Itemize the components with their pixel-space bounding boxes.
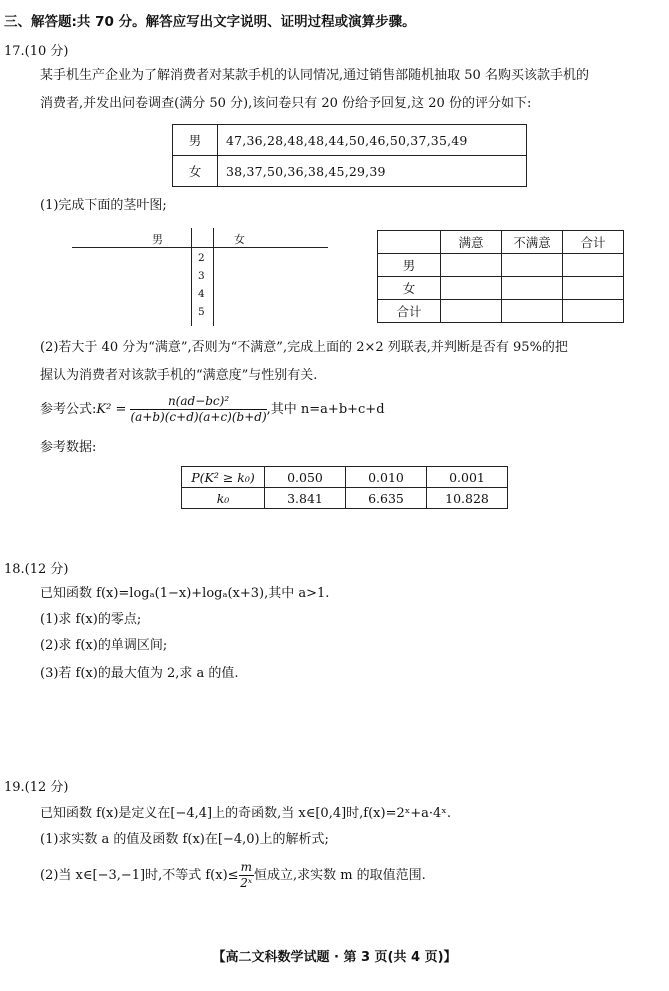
stem-value: 2	[198, 252, 205, 264]
q19-fraction-numerator: m	[240, 860, 252, 874]
stem-leaf-right-header: 女	[234, 233, 245, 246]
q17-intro-line1: 某手机生产企业为了解消费者对某款手机的认同情况,通过销售部随机抽取 50 名购买该款手机的	[40, 68, 589, 83]
q18-part3: (3)若 f(x)的最大值为 2,求 a 的值.	[40, 666, 239, 681]
q19-fraction-denominator: 2ˣ	[240, 876, 253, 890]
reference-table	[181, 466, 508, 509]
q18-part1: (1)求 f(x)的零点;	[40, 612, 142, 627]
contingency-cell	[441, 254, 502, 277]
score-values: 38,37,50,36,38,45,29,39	[218, 156, 527, 187]
reference-row-probability	[182, 467, 508, 488]
contingency-cell	[563, 277, 624, 300]
score-table	[172, 124, 527, 187]
contingency-cell	[563, 254, 624, 277]
q19-part2-prefix: (2)当 x∈[−3,−1]时,不等式 f(x)≤	[40, 868, 239, 883]
contingency-table	[377, 230, 624, 323]
reference-header: P(K² ≥ k₀)	[182, 467, 265, 488]
contingency-cell	[378, 231, 441, 254]
q19-part1: (1)求实数 a 的值及函数 f(x)在[−4,0)上的解析式;	[40, 832, 329, 847]
score-label: 女	[173, 156, 218, 187]
reference-row-critical	[182, 488, 508, 509]
stem-leaf-left-header: 男	[152, 233, 163, 246]
score-row-male	[173, 125, 527, 156]
q19-number: 19.(12 分)	[4, 780, 69, 795]
contingency-cell	[441, 300, 502, 323]
contingency-cell	[502, 300, 563, 323]
q17-number: 17.(10 分)	[4, 44, 69, 59]
stem-leaf-left-vline	[191, 228, 192, 326]
q17-part2-line1: (2)若大于 40 分为“满意”,否则为“不满意”,完成上面的 2×2 列联表,并判断是否有 95%的把	[40, 340, 568, 355]
q18-part2: (2)求 f(x)的单调区间;	[40, 638, 168, 653]
reference-cell: 3.841	[265, 488, 346, 509]
stem-value: 3	[198, 270, 205, 282]
contingency-header-row	[378, 231, 624, 254]
formula-lhs: K² =	[96, 402, 127, 417]
contingency-header-cell: 不满意	[502, 231, 563, 254]
contingency-row	[378, 300, 624, 323]
score-label: 男	[173, 125, 218, 156]
contingency-cell	[441, 277, 502, 300]
stem-leaf-horizontal-line	[72, 247, 328, 248]
q19-part2-suffix: 恒成立,求实数 m 的取值范围.	[253, 868, 426, 883]
contingency-row	[378, 277, 624, 300]
contingency-row-label: 女	[378, 277, 441, 300]
formula-fraction	[130, 394, 266, 425]
stem-leaf-right-vline	[213, 228, 214, 326]
reference-header: k₀	[182, 488, 265, 509]
contingency-row-label: 合计	[378, 300, 441, 323]
reference-formula	[40, 394, 385, 425]
reference-cell: 6.635	[346, 488, 427, 509]
reference-cell: 0.001	[427, 467, 508, 488]
score-values: 47,36,28,48,48,44,50,46,50,37,35,49	[218, 125, 527, 156]
formula-suffix: ,其中 n=a+b+c+d	[266, 402, 385, 417]
contingency-cell	[502, 254, 563, 277]
reference-cell: 0.050	[265, 467, 346, 488]
stem-value: 4	[198, 288, 205, 300]
formula-numerator: n(ad−bc)²	[130, 394, 266, 410]
contingency-header-cell: 合计	[563, 231, 624, 254]
formula-denominator: (a+b)(c+d)(a+c)(b+d)	[130, 410, 267, 424]
reference-data-label: 参考数据:	[40, 440, 97, 455]
q17-intro-line2: 消费者,并发出问卷调查(满分 50 分),该问卷只有 20 份给予回复,这 20 份的评分如下:	[40, 96, 532, 111]
reference-cell: 0.010	[346, 467, 427, 488]
section-title: 三、解答题:共 70 分。解答应写出文字说明、证明过程或演算步骤。	[4, 14, 416, 30]
q18-number: 18.(12 分)	[4, 562, 69, 577]
q18-stem: 已知函数 f(x)=logₐ(1−x)+logₐ(x+3),其中 a>1.	[40, 586, 330, 601]
score-row-female	[173, 156, 527, 187]
q19-fraction	[239, 860, 254, 891]
contingency-row	[378, 254, 624, 277]
q17-part1: (1)完成下面的茎叶图;	[40, 198, 167, 213]
contingency-header-cell: 满意	[441, 231, 502, 254]
contingency-cell	[563, 300, 624, 323]
reference-cell: 10.828	[427, 488, 508, 509]
q19-part2	[40, 860, 426, 891]
page-footer: 【高二文科数学试题 · 第 3 页(共 4 页)】	[212, 950, 457, 965]
stem-value: 5	[198, 306, 205, 318]
formula-prefix: 参考公式:	[40, 402, 97, 417]
contingency-cell	[502, 277, 563, 300]
q19-stem: 已知函数 f(x)是定义在[−4,4]上的奇函数,当 x∈[0,4]时,f(x)=2ˣ+a·4ˣ.	[40, 806, 451, 821]
q17-part2-line2: 握认为消费者对该款手机的“满意度”与性别有关.	[40, 368, 318, 383]
contingency-row-label: 男	[378, 254, 441, 277]
